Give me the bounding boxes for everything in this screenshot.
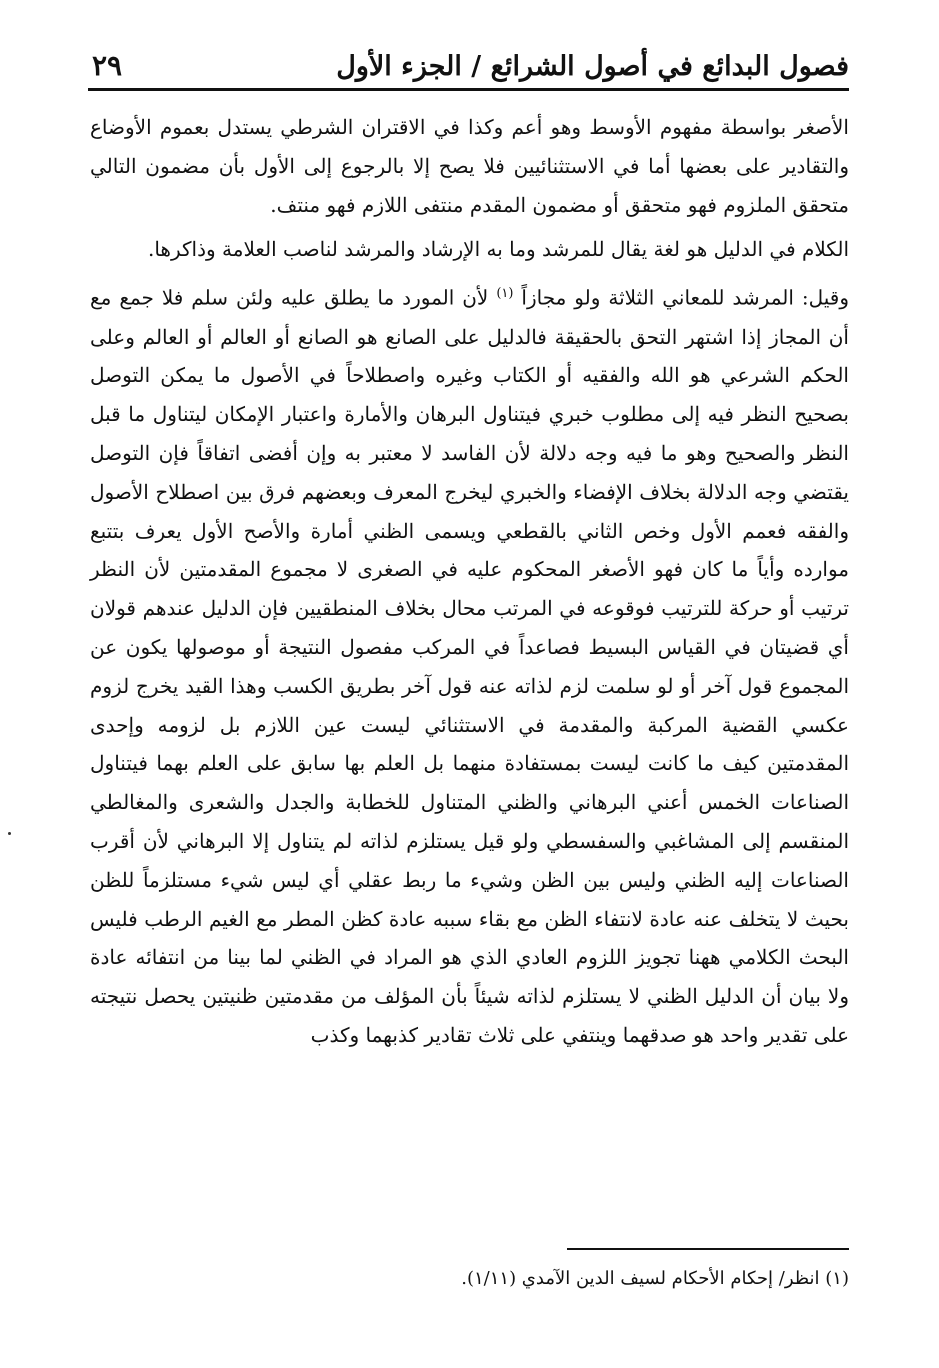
paragraph: الكلام في الدليل هو لغة يقال للمرشد وما به الإرشاد والمرشد لناصب العلامة وذاكرها. (147, 237, 849, 262)
footnote: (١) انظر/ إحكام الأحكام لسيف الدين الآمدي (١/١١). (461, 1268, 849, 1289)
main-text (90, 108, 849, 1061)
scan-speck (8, 832, 11, 835)
paragraph (90, 275, 849, 1055)
running-title: فصول البدائع في أصول الشرائع / الجزء الأول (336, 51, 849, 82)
paragraph: الأصغر بواسطة مفهوم الأوسط وهو أعم وكذا في الاقتران الشرطي يستدل بعموم الأوضاع والتقادير على بعضها أما في الاستثنائيين فلا يصح إلا بالرجوع إلى الأول بأن مضمون التالي متحقق الملزوم فهو متحقق أو مضمون المقدم منتفى اللازم فهو منتف. (90, 115, 849, 217)
paragraph-text: لأن المورد ما يطلق عليه ولئن سلم فلا جمع مع أن المجاز إذا اشتهر التحق بالحقيقة فالدليل على الصانع هو الصانع أو العالم أو العالم وعلى الحكم الشرعي هو الله والفقيه أو الكتاب وغيره واصطلاحاً في الأصول ما يمكن التوصل بصحيح النظر فيه إلى مطلوب خبري فيتناول البرهان والأمارة واعتبار الإمكان ليتناول ما قبل النظر والصحيح وهو ما فيه وجه دلالة لأن الفاسد لا معتبر به وإن أفضى اتفاقاً فإن التوصل يقتضي وجه الدلالة بخلاف الإفضاء والخبري ليخرج المعرف وبعضهم فرق بين اصطلاح الأصول والفقه فعمم الأول وخص الثاني بالقطعي ويسمى الظني أمارة والأصح الأول يعرف بتتبع موارده وأياً ما كان فهو الأصغر المحكوم عليه في الصغرى لا مجموع المقدمتين لأن النظر ترتيب أو حركة للترتيب فوقوعه في المرتب محال بخلاف المنطقيين فإن الدليل عندهم قولان أي قضيتان في القياس البسيط فصاعداً في المركب مفصول النتيجة أو موصولها يكون عن المجموع قول آخر أو لو سلمت لزم لذاته عنه قول آخر بطريق الكسب وهذا القيد يخرج لزوم عكسي القضية المركبة والمقدمة في الاستثنائي ليست عين اللازم بل لزومه وإحدى المقدمتين كيف ما كانت ليست بمستفادة منهما بل العلم بها سابق على العلم بهما فيتناول الصناعات الخمس أعني البرهاني والظني المتناول للخطابة والجدل والشعرى والمغالطي المنقسم إلى المشاغبي والسفسطي ولو قيل يستلزم لذاته لم يتناول إلا البرهاني لأن أقرب الصناعات إليه الظني وليس بين الظن وشيء ما ربط عقلي أي ليس شيء مستلزماً للظن بحيث لا يتخلف عنه عادة لانتفاء الظن مع بقاء سببه عادة كظن المطر مع الغيم الرطب فليس البحث الكلامي ههنا تجويز اللزوم العادي الذي هو المراد في الظني لما بينا من انتفائه عادة ولا بيان أن الدليل الظني لا يستلزم لذاته شيئاً بأن المؤلف من مقدمتين ظنيتين يحصل نتيجته على تقدير واحد هو صدقهما وينتفي على ثلاث تقادير كذبهما وكذب (90, 285, 849, 1047)
footnote-reference: (١) (496, 286, 514, 302)
page-number: ٢٩ (92, 49, 123, 82)
paragraph-lead: وقيل: المرشد للمعاني الثلاثة ولو مجازاً (521, 285, 850, 310)
footnote-separator (567, 1248, 849, 1250)
page-header (88, 38, 849, 91)
